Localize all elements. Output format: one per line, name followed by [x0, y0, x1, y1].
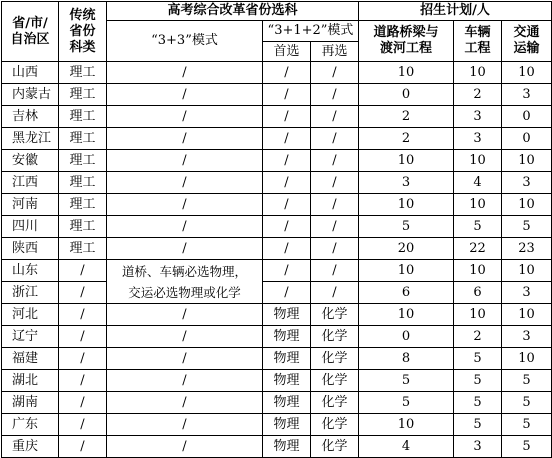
- table-body: [2, 62, 552, 458]
- cell-first: /: [263, 62, 311, 84]
- table-row: [2, 62, 552, 84]
- cell-transport: 23: [502, 238, 552, 260]
- cell-road: 0: [359, 84, 454, 106]
- cell-type: 理工: [59, 216, 107, 238]
- cell-first: 物理: [263, 436, 311, 458]
- header-mode33: “3+3”模式: [107, 21, 263, 62]
- cell-vehicle: 2: [454, 84, 502, 106]
- cell-mode33: /: [107, 238, 263, 260]
- cell-road: 2: [359, 128, 454, 150]
- cell-vehicle: 10: [454, 260, 502, 282]
- cell-transport: 5: [502, 414, 552, 436]
- cell-type: 理工: [59, 84, 107, 106]
- cell-type: /: [59, 348, 107, 370]
- cell-province: 山西: [2, 62, 59, 84]
- cell-second: /: [311, 194, 359, 216]
- cell-vehicle: 3: [454, 436, 502, 458]
- cell-road: 10: [359, 414, 454, 436]
- header-traditional: [59, 2, 107, 62]
- header-road-text: 道路桥梁与 渡河工程: [373, 25, 439, 56]
- cell-road: 6: [359, 282, 454, 304]
- table-row: [2, 392, 552, 414]
- cell-second: 化学: [311, 370, 359, 392]
- table-row: [2, 260, 552, 282]
- cell-road: 10: [359, 260, 454, 282]
- cell-first: /: [263, 84, 311, 106]
- cell-type: 理工: [59, 62, 107, 84]
- header-road: [359, 21, 454, 62]
- cell-province: 黑龙江: [2, 128, 59, 150]
- cell-vehicle: 4: [454, 172, 502, 194]
- cell-transport: 0: [502, 106, 552, 128]
- cell-province: 河南: [2, 194, 59, 216]
- header-vehicle: [454, 21, 502, 62]
- cell-second: 化学: [311, 392, 359, 414]
- cell-province: 河北: [2, 304, 59, 326]
- cell-road: 2: [359, 106, 454, 128]
- cell-type: 理工: [59, 238, 107, 260]
- table-row: [2, 172, 552, 194]
- cell-province: 浙江: [2, 282, 59, 304]
- cell-province: 陕西: [2, 238, 59, 260]
- cell-mode33: /: [107, 304, 263, 326]
- cell-road: 20: [359, 238, 454, 260]
- header-plan: 招生计划/人: [359, 2, 552, 21]
- cell-transport: 5: [502, 216, 552, 238]
- cell-province: 四川: [2, 216, 59, 238]
- cell-mode33: /: [107, 150, 263, 172]
- table-row: [2, 128, 552, 150]
- cell-first: /: [263, 282, 311, 304]
- table-row: [2, 414, 552, 436]
- cell-province: 江西: [2, 172, 59, 194]
- cell-province: 吉林: [2, 106, 59, 128]
- cell-type: /: [59, 304, 107, 326]
- enrollment-plan-table: [1, 1, 552, 458]
- cell-vehicle: 3: [454, 106, 502, 128]
- cell-vehicle: 5: [454, 414, 502, 436]
- table-row: [2, 150, 552, 172]
- header-transport-text: 交通 运输: [513, 25, 540, 56]
- cell-transport: 3: [502, 326, 552, 348]
- cell-first: /: [263, 238, 311, 260]
- cell-transport: 10: [502, 194, 552, 216]
- cell-first: /: [263, 172, 311, 194]
- cell-second: 化学: [311, 348, 359, 370]
- cell-mode33: /: [107, 370, 263, 392]
- cell-type: 理工: [59, 150, 107, 172]
- cell-transport: 5: [502, 436, 552, 458]
- cell-transport: 5: [502, 370, 552, 392]
- cell-vehicle: 10: [454, 62, 502, 84]
- cell-mode33: /: [107, 84, 263, 106]
- cell-vehicle: 5: [454, 348, 502, 370]
- cell-road: 8: [359, 348, 454, 370]
- cell-first: /: [263, 216, 311, 238]
- cell-second: /: [311, 216, 359, 238]
- cell-mode33: /: [107, 172, 263, 194]
- cell-second: /: [311, 172, 359, 194]
- cell-vehicle: 6: [454, 282, 502, 304]
- cell-road: 5: [359, 370, 454, 392]
- table-row: [2, 370, 552, 392]
- cell-transport: 10: [502, 62, 552, 84]
- header-mode312: “3+1+2”模式: [263, 21, 359, 42]
- cell-mode33: /: [107, 106, 263, 128]
- cell-type: /: [59, 414, 107, 436]
- cell-type: 理工: [59, 194, 107, 216]
- cell-transport: 3: [502, 282, 552, 304]
- cell-type: 理工: [59, 128, 107, 150]
- cell-second: 化学: [311, 304, 359, 326]
- table-row: [2, 282, 552, 304]
- merged-note-line1: 道桥、车辆必选物理，: [121, 263, 247, 279]
- cell-vehicle: 10: [454, 304, 502, 326]
- cell-province: 辽宁: [2, 326, 59, 348]
- cell-road: 10: [359, 150, 454, 172]
- cell-second: /: [311, 260, 359, 282]
- cell-province: 广东: [2, 414, 59, 436]
- cell-road: 4: [359, 436, 454, 458]
- cell-transport: 10: [502, 150, 552, 172]
- cell-road: 0: [359, 326, 454, 348]
- cell-mode33: /: [107, 62, 263, 84]
- cell-vehicle: 22: [454, 238, 502, 260]
- table-row: [2, 194, 552, 216]
- cell-first: /: [263, 150, 311, 172]
- cell-second: 化学: [311, 414, 359, 436]
- cell-second: /: [311, 282, 359, 304]
- table-row: [2, 326, 552, 348]
- cell-transport: 3: [502, 84, 552, 106]
- cell-type: /: [59, 326, 107, 348]
- cell-second: 化学: [311, 436, 359, 458]
- cell-province: 内蒙古: [2, 84, 59, 106]
- cell-first: 物理: [263, 304, 311, 326]
- header-province: [2, 2, 59, 62]
- cell-transport: 5: [502, 392, 552, 414]
- cell-first: /: [263, 260, 311, 282]
- cell-mode33: /: [107, 128, 263, 150]
- cell-vehicle: 3: [454, 128, 502, 150]
- cell-second: 化学: [311, 326, 359, 348]
- cell-vehicle: 10: [454, 194, 502, 216]
- cell-road: 10: [359, 194, 454, 216]
- cell-mode33: /: [107, 348, 263, 370]
- cell-first: 物理: [263, 348, 311, 370]
- cell-province: 重庆: [2, 436, 59, 458]
- cell-vehicle: 5: [454, 370, 502, 392]
- cell-mode33: /: [107, 436, 263, 458]
- cell-first: 物理: [263, 392, 311, 414]
- cell-type: /: [59, 260, 107, 282]
- cell-road: 5: [359, 216, 454, 238]
- cell-second: /: [311, 106, 359, 128]
- table-row: [2, 304, 552, 326]
- header-province-text: 省/市/ 自治区: [10, 15, 50, 47]
- cell-province: 福建: [2, 348, 59, 370]
- cell-first: 物理: [263, 414, 311, 436]
- table-row: [2, 238, 552, 260]
- cell-province: 山东: [2, 260, 59, 282]
- cell-vehicle: 5: [454, 392, 502, 414]
- cell-vehicle: 5: [454, 216, 502, 238]
- cell-province: 湖南: [2, 392, 59, 414]
- cell-type: /: [59, 436, 107, 458]
- cell-second: /: [311, 62, 359, 84]
- cell-mode33-merged-note: [107, 260, 263, 304]
- table-row: [2, 216, 552, 238]
- cell-road: 3: [359, 172, 454, 194]
- header-reselect: 再选: [311, 42, 359, 62]
- cell-first: /: [263, 128, 311, 150]
- cell-transport: 10: [502, 304, 552, 326]
- header-first-choice: 首选: [263, 42, 311, 62]
- cell-road: 10: [359, 304, 454, 326]
- cell-second: /: [311, 84, 359, 106]
- cell-second: /: [311, 150, 359, 172]
- cell-mode33: /: [107, 414, 263, 436]
- cell-vehicle: 10: [454, 150, 502, 172]
- merged-note-line2: 交运必选物理或化学: [128, 284, 241, 300]
- table-row: [2, 84, 552, 106]
- cell-road: 10: [359, 62, 454, 84]
- cell-first: /: [263, 106, 311, 128]
- cell-mode33: /: [107, 216, 263, 238]
- header-transport: [502, 21, 552, 62]
- cell-transport: 10: [502, 348, 552, 370]
- cell-first: /: [263, 194, 311, 216]
- cell-province: 安徽: [2, 150, 59, 172]
- table-row: [2, 436, 552, 458]
- cell-mode33: /: [107, 194, 263, 216]
- header-vehicle-text: 车辆 工程: [464, 25, 491, 56]
- cell-type: 理工: [59, 106, 107, 128]
- cell-road: 5: [359, 392, 454, 414]
- cell-mode33: /: [107, 326, 263, 348]
- cell-second: /: [311, 128, 359, 150]
- table-row: [2, 106, 552, 128]
- cell-transport: 10: [502, 260, 552, 282]
- cell-type: 理工: [59, 172, 107, 194]
- cell-first: 物理: [263, 370, 311, 392]
- cell-mode33: /: [107, 392, 263, 414]
- header-traditional-text: 传统 省份 科类: [69, 7, 96, 55]
- cell-type: /: [59, 392, 107, 414]
- cell-type: /: [59, 282, 107, 304]
- table-row: [2, 348, 552, 370]
- cell-transport: 0: [502, 128, 552, 150]
- cell-type: /: [59, 370, 107, 392]
- cell-transport: 3: [502, 172, 552, 194]
- cell-first: 物理: [263, 326, 311, 348]
- header-reform: 高考综合改革省份选科: [107, 2, 359, 21]
- cell-vehicle: 2: [454, 326, 502, 348]
- cell-province: 湖北: [2, 370, 59, 392]
- cell-second: /: [311, 238, 359, 260]
